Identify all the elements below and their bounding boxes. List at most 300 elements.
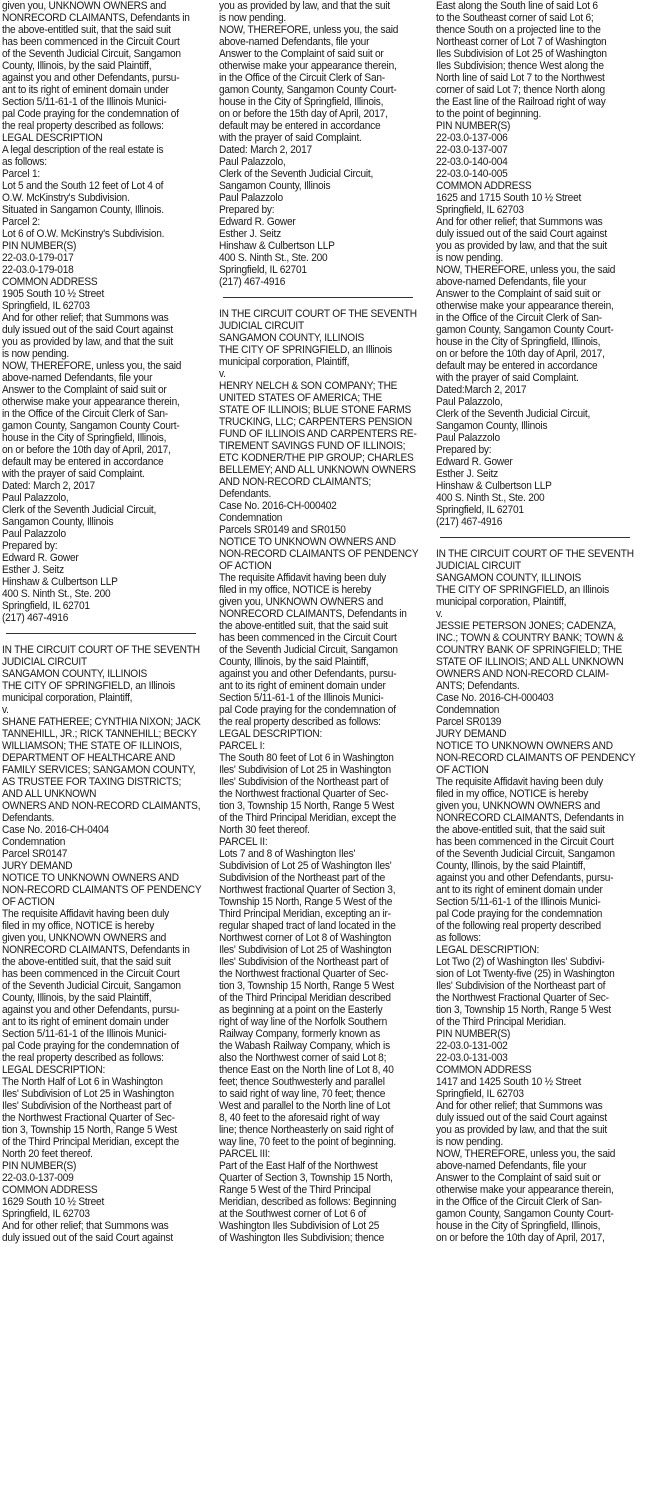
notice-text-line: Springfield, IL 62703 (2, 1208, 90, 1220)
notice-text-line: ant to its right of eminent domain under (2, 1016, 169, 1028)
notice-text-line: given you, UNKNOWN OWNERS and (2, 0, 167, 12)
notice-text-line: house in the City of Springfield, Illinois, (436, 1220, 601, 1232)
notice-text-line: gamon County, Sangamon County Court- (436, 1208, 614, 1220)
notice-text-line: the Northwest fractional Quarter of Sec- (219, 788, 389, 800)
notice-text-line: house in the City of Springfield, Illinois, (2, 432, 167, 444)
notice-text-line: pal Code praying for the condemnation of (2, 1040, 179, 1052)
legal-notice (436, 548, 646, 1244)
notice-text-line: the Northwest Fractional Quarter of Sec- (2, 1112, 175, 1124)
notice-text-line: JURY DEMAND (436, 728, 507, 740)
notice-text-line: Section 5/11-61-1 of the Illinois Munici- (2, 1028, 167, 1040)
notice-text-line: Iles' Subdivision of Lot 25 in Washington (219, 764, 391, 776)
notice-text-line: COMMON ADDRESS (2, 276, 98, 288)
notice-text-line: OF ACTION (2, 896, 55, 908)
notice-text-line: 22-03.0-179-017 (2, 252, 74, 264)
notice-text-line: TRUCKING, LLC; CARPENTERS PENSION (219, 416, 413, 428)
notice-text-line: in the Office of the Circuit Clerk of San- (436, 312, 602, 324)
notice-text-line: filed in my office, NOTICE is hereby (436, 788, 589, 800)
notice-text-line: 400 S. Ninth St., Ste. 200 (2, 588, 111, 600)
notice-text-line: (217) 467-4916 (2, 612, 69, 624)
notice-text-line: NOW, THEREFORE, unless you, the said (436, 1148, 616, 1160)
notice-text-line: IN THE CIRCUIT COURT OF THE SEVENTH (219, 308, 417, 320)
notice-text-line: house in the City of Springfield, Illinois, (219, 96, 384, 108)
notice-text-line: COUNTRY BANK OF SPRINGFIELD; THE (436, 644, 622, 656)
notice-divider (440, 537, 630, 538)
notice-text-line: Hinshaw & Culbertson LLP (2, 576, 118, 588)
notice-text-line: Paul Palazzolo, (436, 396, 503, 408)
notice-text-line: Parcel 2: (2, 216, 40, 228)
notice-text-line: JUDICIAL CIRCUIT (219, 320, 304, 332)
notice-text-line: of the Seventh Judicial Circuit, Sangamon (2, 48, 181, 60)
notice-text-line: North line of said Lot 7 to the Northwest (436, 72, 605, 84)
notice-text-line: West and parallel to the North line of Lot (219, 1100, 391, 1112)
notice-text-line: INC.; TOWN & COUNTRY BANK; TOWN & (436, 632, 624, 644)
notice-text-line: Prepared by: (2, 540, 58, 552)
notice-text-line: thence South on a projected line to the (436, 24, 601, 36)
notice-text-line: Subdivision of the Northeast part of the (219, 872, 386, 884)
notice-text-line: of the Third Principal Meridian described (219, 992, 391, 1004)
notice-text-line: PARCEL II: (219, 836, 268, 848)
notice-text-line: NOW, THEREFORE, unless you, the said (219, 24, 399, 36)
notice-text-line: NOTICE TO UNKNOWN OWNERS AND (2, 872, 179, 884)
notice-text-line: County, Illinois, by the said Plaintiff, (2, 992, 152, 1004)
notice-text-line: Springfield, IL 62703 (436, 1088, 524, 1100)
notice-text-line: Section 5/11-61-1 of the Illinois Munici- (436, 896, 601, 908)
notice-text-line: NON-RECORD CLAIMANTS OF PENDENCY (436, 752, 636, 764)
notice-text-line: you as provided by law, and that the suit (2, 336, 173, 348)
notice-text-line: municipal corporation, Plaintiff, (219, 356, 350, 368)
notice-text-line: HENRY NELCH & SON COMPANY; THE (219, 380, 398, 392)
notice-text-line: AND ALL UNKNOWN (2, 788, 97, 800)
notice-text-line: Paul Palazzolo, (2, 492, 69, 504)
notice-text-line: Iles' Subdivision of Lot 25 in Washington (2, 1088, 174, 1100)
notice-text-line: Iles' Subdivision of Lot 25 of Washington (219, 944, 392, 956)
notice-text-line: PIN NUMBER(S) (2, 1160, 77, 1172)
notice-text-line: PIN NUMBER(S) (2, 240, 77, 252)
notice-text-line: NONRECORD CLAIMANTS, Defendants in (219, 608, 407, 620)
notice-text-line: BELLEMEY; AND ALL UNKNOWN OWNERS (219, 464, 416, 476)
notice-text-line: tion 3, Township 15 North, Range 5 West (436, 1004, 611, 1016)
notice-text-line: JUDICIAL CIRCUIT (436, 560, 521, 572)
notice-text-line: JESSIE PETERSON JONES; CADENZA, (436, 620, 616, 632)
notice-text-line: And for other relief; that Summons was (436, 1100, 603, 1112)
notice-text-line: with the prayer of said Complaint. (219, 132, 362, 144)
notice-text-line: with the prayer of said Complaint. (2, 468, 145, 480)
notice-text-line: has been commenced in the Circuit Court (436, 836, 614, 848)
notice-text-line: gamon County, Sangamon County Court- (2, 420, 180, 432)
notice-text-line: the above-entitled suit, that the said suit (436, 824, 605, 836)
notice-text-line: Answer to the Complaint of said suit or (436, 288, 601, 300)
notice-text-line: the above-entitled suit, that the said suit (2, 956, 171, 968)
notice-text-line: Dated: March 2, 2017 (219, 144, 312, 156)
notice-text-line: Railway Company, formerly known as (219, 1028, 381, 1040)
notice-text-line: Clerk of the Seventh Judicial Circuit, (436, 408, 591, 420)
notice-text-line: NON-RECORD CLAIMANTS OF PENDENCY (2, 884, 202, 896)
notice-text-line: COMMON ADDRESS (436, 180, 532, 192)
notice-text-line: And for other relief; that Summons was (2, 312, 169, 324)
notice-text-line: The South 80 feet of Lot 6 in Washington (219, 752, 394, 764)
notice-text-line: is now pending. (436, 252, 504, 264)
notice-text-line: SANGAMON COUNTY, ILLINOIS (436, 572, 582, 584)
notice-text-line: Prepared by: (436, 444, 492, 456)
notice-text-line: Hinshaw & Culbertson LLP (219, 240, 335, 252)
notice-text-line: sion of Lot Twenty-five (25) in Washington (436, 968, 615, 980)
notice-text-line: Answer to the Complaint of said suit or (219, 48, 384, 60)
notice-text-line: 400 S. Ninth St., Ste. 200 (219, 252, 328, 264)
notice-text-line: ant to its right of eminent domain under (436, 884, 603, 896)
notice-text-line: Paul Palazzolo, (219, 156, 286, 168)
notice-text-line: Part of the East Half of the Northwest (219, 1160, 378, 1172)
notice-text-line: with the prayer of said Complaint. (436, 372, 579, 384)
notice-text-line: the real property described as follows: (219, 716, 381, 728)
notice-text-line: JURY DEMAND (2, 860, 73, 872)
notice-text-line: NONRECORD CLAIMANTS, Defendants in (2, 944, 190, 956)
notice-text-line: PIN NUMBER(S) (436, 120, 511, 132)
notice-text-line: Springfield, IL 62703 (436, 204, 524, 216)
notice-text-line: Dated: March 2, 2017 (2, 480, 95, 492)
notice-text-line: in the Office of the Circuit Clerk of San- (436, 1196, 602, 1208)
notice-text-line: is now pending. (2, 348, 70, 360)
notice-text-line: Sangamon County, Illinois (2, 516, 114, 528)
notice-text-line: otherwise make your appearance therein, (436, 1184, 614, 1196)
notice-text-line: Springfield, IL 62701 (219, 264, 307, 276)
notice-text-line: COMMON ADDRESS (2, 1184, 98, 1196)
notice-text-line: Iles Subdivision; thence West along the (436, 60, 604, 72)
notice-text-line: 22-03.0-131-002 (436, 1040, 508, 1052)
notice-text-line: you as provided by law, and that the suit (219, 0, 390, 12)
notice-text-line: to the Southeast corner of said Lot 6; (436, 12, 594, 24)
notice-text-line: PIN NUMBER(S) (436, 1028, 511, 1040)
notice-text-line: Lot 6 of O.W. McKinstry's Subdivision. (2, 228, 165, 240)
notice-text-line: Iles Subdivision of Lot 25 of Washington (436, 48, 607, 60)
notice-text-line: against you and other Defendants, pursu- (219, 668, 397, 680)
notice-text-line: ant to its right of eminent domain under (219, 680, 386, 692)
notice-text-line: NONRECORD CLAIMANTS, Defendants in (2, 12, 190, 24)
notice-text-line: the Wabash Railway Company, which is (219, 1040, 390, 1052)
legal-notice (219, 0, 431, 288)
notice-text-line: IN THE CIRCUIT COURT OF THE SEVENTH (2, 644, 200, 656)
notice-text-line: Defendants. (219, 488, 272, 500)
notice-text-line: LEGAL DESCRIPTION (2, 132, 103, 144)
notice-divider (223, 297, 413, 298)
notice-text-line: Section 5/11-61-1 of the Illinois Munici- (219, 692, 384, 704)
notice-text-line: Iles' Subdivision of the Northeast part of (436, 980, 606, 992)
notice-text-line: TIREMENT SAVINGS FUND OF ILLINOIS; (219, 440, 406, 452)
notice-text-line: the Northwest Fractional Quarter of Sec- (436, 992, 609, 1004)
column-1 (2, 0, 214, 1507)
notice-text-line: Condemnation (2, 836, 66, 848)
notice-text-line: of the Third Principal Meridian. (436, 1016, 566, 1028)
notice-text-line: Case No. 2016-CH-000403 (436, 692, 554, 704)
notice-text-line: duly issued out of the said Court against (2, 324, 173, 336)
notice-text-line: Sangamon County, Illinois (219, 180, 331, 192)
notice-text-line: v. (436, 608, 443, 620)
notice-text-line: Esther J. Seitz (436, 468, 498, 480)
notice-text-line: 1629 South 10 ½ Street (2, 1196, 105, 1208)
notice-text-line: Iles' Subdivision of the Northeast part of (219, 776, 389, 788)
notice-text-line: 22-03.0-140-004 (436, 156, 508, 168)
notice-text-line: as beginning at a point on the Easterly (219, 1004, 383, 1016)
notice-text-line: Springfield, IL 62701 (2, 600, 90, 612)
notice-text-line: Answer to the Complaint of said suit or (2, 384, 167, 396)
notice-text-line: THE CITY OF SPRINGFIELD, an Illinois (219, 344, 392, 356)
notice-text-line: Third Principal Meridian, excepting an ir- (219, 908, 391, 920)
notice-text-line: 8, 40 feet to the aforesaid right of way (219, 1112, 380, 1124)
notice-text-line: WILLIAMSON; THE STATE OF ILLINOIS, (2, 740, 182, 752)
notice-text-line: filed in my office, NOTICE is hereby (2, 920, 155, 932)
notice-text-line: NONRECORD CLAIMANTS, Defendants in (436, 812, 624, 824)
notice-text-line: Clerk of the Seventh Judicial Circuit, (219, 168, 374, 180)
notice-text-line: (217) 467-4916 (219, 276, 286, 288)
notice-text-line: STATE OF ILLINOIS; AND ALL UNKNOWN (436, 656, 624, 668)
notice-text-line: NOTICE TO UNKNOWN OWNERS AND (436, 740, 613, 752)
notice-text-line: as follows: (436, 932, 481, 944)
notice-text-line: above-named Defendants, file your (219, 36, 370, 48)
notice-text-line: default may be entered in accordance (436, 360, 598, 372)
notice-text-line: The requisite Affidavit having been duly (219, 572, 387, 584)
notice-text-line: Case No. 2016-CH-000402 (219, 500, 337, 512)
notice-text-line: is now pending. (436, 1136, 504, 1148)
notice-text-line: on or before the 10th day of April, 2017, (436, 348, 605, 360)
notice-text-line: UNITED STATES OF AMERICA; THE (219, 392, 382, 404)
notice-text-line: ant to its right of eminent domain under (2, 84, 169, 96)
notice-text-line: has been commenced in the Circuit Court (219, 632, 397, 644)
notice-text-line: 22-03.0-137-007 (436, 144, 508, 156)
notice-text-line: 400 S. Ninth St., Ste. 200 (436, 492, 545, 504)
notice-text-line: IN THE CIRCUIT COURT OF THE SEVENTH (436, 548, 634, 560)
notice-text-line: Parcels SR0149 and SR0150 (219, 524, 346, 536)
notice-text-line: the East line of the Railroad right of way (436, 96, 606, 108)
notice-text-line: Paul Palazzolo (219, 192, 283, 204)
notice-text-line: East along the South line of said Lot 6 (436, 0, 598, 12)
notice-text-line: against you and other Defendants, pursu- (2, 72, 180, 84)
notice-text-line: Parcel SR0139 (436, 716, 502, 728)
notice-text-line: Township 15 North, Range 5 West of the (219, 896, 393, 908)
notice-text-line: PARCEL III: (219, 1148, 270, 1160)
notice-text-line: of the following real property described (436, 920, 601, 932)
notice-text-line: tion 3, Township 15 North, Range 5 West (2, 1124, 177, 1136)
notice-text-line: AS TRUSTEE FOR TAXING DISTRICTS; (2, 776, 182, 788)
notice-text-line: The requisite Affidavit having been duly (2, 908, 170, 920)
notice-text-line: Parcel 1: (2, 168, 40, 180)
column-2 (219, 0, 431, 1507)
notice-text-line: of the Seventh Judicial Circuit, Sangamon (219, 644, 398, 656)
notice-text-line: County, Illinois, by the said Plaintiff, (219, 656, 369, 668)
notice-text-line: PARCEL I: (219, 740, 265, 752)
notice-text-line: LEGAL DESCRIPTION: (436, 944, 540, 956)
notice-text-line: way line, 70 feet to the point of beginning. (219, 1136, 396, 1148)
notice-text-line: the real property described as follows: (2, 120, 164, 132)
notice-text-line: Paul Palazzolo (436, 432, 500, 444)
notice-text-line: Case No. 2016-CH-0404 (2, 824, 109, 836)
notice-text-line: default may be entered in accordance (2, 456, 164, 468)
notice-text-line: Hinshaw & Culbertson LLP (436, 480, 552, 492)
notice-text-line: at the Southwest corner of Lot 6 of (219, 1208, 366, 1220)
notice-text-line: Dated:March 2, 2017 (436, 384, 527, 396)
notice-text-line: 22-03.0-140-005 (436, 168, 508, 180)
notice-text-line: LEGAL DESCRIPTION: (219, 728, 323, 740)
notice-text-line: pal Code praying for the condemnation of (2, 108, 179, 120)
notice-text-line: OF ACTION (436, 764, 489, 776)
notice-text-line: Edward R. Gower (436, 456, 513, 468)
notice-text-line: duly issued out of the said Court against (436, 1112, 607, 1124)
notice-text-line: SHANE FATHEREE; CYNTHIA NIXON; JACK (2, 716, 201, 728)
notice-text-line: County, Illinois, by the said Plaintiff, (436, 860, 586, 872)
notice-text-line: Northwest fractional Quarter of Section 3, (219, 884, 396, 896)
column-3 (436, 0, 646, 1507)
notice-text-line: the above-entitled suit, that the said suit (2, 24, 171, 36)
notice-text-line: line; thence Northeasterly on said right of (219, 1124, 394, 1136)
notice-text-line: LEGAL DESCRIPTION: (2, 1064, 106, 1076)
notice-text-line: of the Seventh Judicial Circuit, Sangamon (2, 980, 181, 992)
notice-text-line: above-named Defendants, file your (436, 276, 587, 288)
notice-text-line: OWNERS AND NON-RECORD CLAIMANTS, (2, 800, 201, 812)
notice-text-line: given you, UNKNOWN OWNERS and (2, 932, 167, 944)
notice-text-line: JUDICIAL CIRCUIT (2, 656, 87, 668)
notice-text-line: also the Northwest corner of said Lot 8; (219, 1052, 387, 1064)
notice-text-line: of Washington Iles Subdivision; thence (219, 1232, 385, 1244)
notice-text-line: regular shaped tract of land located in the (219, 920, 396, 932)
notice-text-line: Washington Iles Subdivision of Lot 25 (219, 1220, 380, 1232)
notice-text-line: (217) 467-4916 (436, 516, 503, 528)
notice-text-line: the Northwest fractional Quarter of Sec- (219, 968, 389, 980)
notice-text-line: has been commenced in the Circuit Court (2, 968, 180, 980)
notice-text-line: otherwise make your appearance therein, (219, 60, 397, 72)
notice-text-line: Section 5/11-61-1 of the Illinois Munici- (2, 96, 167, 108)
notice-text-line: Clerk of the Seventh Judicial Circuit, (2, 504, 157, 516)
notice-text-line: COMMON ADDRESS (436, 1064, 532, 1076)
notice-text-line: has been commenced in the Circuit Court (2, 36, 180, 48)
notice-text-line: pal Code praying for the condemnation of (219, 704, 396, 716)
notice-text-line: is now pending. (219, 12, 287, 24)
notice-text-line: house in the City of Springfield, Illinois, (436, 336, 601, 348)
notice-text-line: Defendants. (2, 812, 55, 824)
notice-text-line: Edward R. Gower (219, 216, 296, 228)
notice-text-line: feet; thence Southwesterly and parallel (219, 1076, 385, 1088)
notice-text-line: OF ACTION (219, 560, 272, 572)
notice-text-line: FUND OF ILLINOIS AND CARPENTERS RE- (219, 428, 417, 440)
notice-text-line: on or before the 10th day of April, 2017, (436, 1232, 605, 1244)
notice-text-line: THE CITY OF SPRINGFIELD, an Illinois (2, 680, 175, 692)
notice-text-line: Prepared by: (219, 204, 275, 216)
notice-text-line: Sangamon County, Illinois (436, 420, 548, 432)
notice-text-line: municipal corporation, Plaintiff, (2, 692, 133, 704)
notice-text-line: v. (219, 368, 226, 380)
notice-text-line: given you, UNKNOWN OWNERS and (219, 596, 384, 608)
notice-text-line: Esther J. Seitz (219, 228, 281, 240)
notice-text-line: TANNEHILL, JR.; RICK TANNEHILL; BECKY (2, 728, 197, 740)
notice-text-line: in the Office of the Circuit Clerk of San- (2, 408, 168, 420)
notice-text-line: right of way line of the Norfolk Southern (219, 1016, 388, 1028)
notice-divider (6, 633, 196, 634)
notice-text-line: Answer to the Complaint of said suit or (436, 1172, 601, 1184)
notice-text-line: Northwest corner of Lot 8 of Washington (219, 932, 392, 944)
notice-text-line: you as provided by law, and that the suit (436, 240, 607, 252)
notice-text-line: Range 5 West of the Third Principal (219, 1184, 371, 1196)
notice-text-line: thence East on the North line of Lot 8, 40 (219, 1064, 394, 1076)
notice-text-line: 22-03.0-137-006 (436, 132, 508, 144)
notice-text-line: Situated in Sangamon County, Illinois. (2, 204, 164, 216)
notice-text-line: against you and other Defendants, pursu- (2, 1004, 180, 1016)
notice-text-line: duly issued out of the said Court against (2, 1232, 173, 1244)
notice-text-line: Parcel SR0147 (2, 848, 68, 860)
notice-text-line: v. (2, 704, 9, 716)
notice-text-line: filed in my office, NOTICE is hereby (219, 584, 372, 596)
notice-text-line: County, Illinois, by the said Plaintiff, (2, 60, 152, 72)
notice-text-line: Northeast corner of Lot 7 of Washington (436, 36, 607, 48)
notice-text-line: above-named Defendants, file your (2, 372, 153, 384)
notice-text-line: against you and other Defendants, pursu- (436, 872, 614, 884)
notice-text-line: And for other relief; that Summons was (2, 1220, 169, 1232)
notice-text-line: 1417 and 1425 South 10 ½ Street (436, 1076, 582, 1088)
notice-text-line: O.W. McKinstry's Subdivision. (2, 192, 130, 204)
notice-text-line: NOW, THEREFORE, unless you, the said (436, 264, 616, 276)
legal-notice (2, 0, 214, 624)
notice-text-line: NON-RECORD CLAIMANTS OF PENDENCY (219, 548, 419, 560)
notice-text-line: Lots 7 and 8 of Washington Iles' (219, 848, 356, 860)
notice-text-line: Condemnation (219, 512, 283, 524)
notice-text-line: 22-03.0-179-018 (2, 264, 74, 276)
notice-text-line: NOW, THEREFORE, unless you, the said (2, 360, 182, 372)
notice-text-line: Iles' Subdivision of the Northeast part of (2, 1100, 172, 1112)
notice-text-line: gamon County, Sangamon County Court- (436, 324, 614, 336)
notice-text-line: Lot Two (2) of Washington Iles' Subdivi- (436, 956, 605, 968)
notice-text-line: Lot 5 and the South 12 feet of Lot 4 of (2, 180, 164, 192)
notice-text-line: of the Third Principal Meridian, except the (2, 1136, 179, 1148)
notice-text-line: 1625 and 1715 South 10 ½ Street (436, 192, 582, 204)
notice-text-line: A legal description of the real estate is (2, 144, 164, 156)
notice-text-line: Edward R. Gower (2, 552, 79, 564)
notice-text-line: gamon County, Sangamon County Court- (219, 84, 397, 96)
notice-text-line: of the Third Principal Meridian, except the (219, 812, 396, 824)
notice-text-line: to the point of beginning. (436, 108, 542, 120)
notice-text-line: ETC KODNER/THE PIP GROUP; CHARLES (219, 452, 414, 464)
notice-text-line: SANGAMON COUNTY, ILLINOIS (2, 668, 148, 680)
notice-text-line: to said right of way line, 70 feet; thence (219, 1088, 386, 1100)
notice-text-line: 22-03.0-131-003 (436, 1052, 508, 1064)
notice-text-line: on or before the 10th day of April, 2017, (2, 444, 171, 456)
notice-text-line: Subdivision of Lot 25 of Washington Iles' (219, 860, 392, 872)
notice-text-line: FAMILY SERVICES; SANGAMON COUNTY, (2, 764, 196, 776)
notice-text-line: Paul Palazzolo (2, 528, 66, 540)
notice-text-line: municipal corporation, Plaintiff, (436, 596, 567, 608)
notice-text-line: on or before the 15th day of April, 2017, (219, 108, 388, 120)
notice-text-line: AND NON-RECORD CLAIMANTS; (219, 476, 372, 488)
notice-text-line: Iles' Subdivision of the Northeast part of (219, 956, 389, 968)
notice-text-line: Condemnation (436, 704, 500, 716)
notice-text-line: otherwise make your appearance therein, (436, 300, 614, 312)
notice-text-line: 1905 South 10 ½ Street (2, 288, 105, 300)
notice-text-line: as follows: (2, 156, 47, 168)
notice-text-line: default may be entered in accordance (219, 120, 381, 132)
notice-text-line: the real property described as follows: (2, 1052, 164, 1064)
notice-text-line: STATE OF ILLINOIS; BLUE STONE FARMS (219, 404, 411, 416)
notice-text-line: tion 3, Township 15 North, Range 5 West (219, 800, 394, 812)
notice-text-line: DEPARTMENT OF HEALTHCARE AND (2, 752, 176, 764)
notice-text-line: SANGAMON COUNTY, ILLINOIS (219, 332, 365, 344)
notice-text-line: in the Office of the Circuit Clerk of San- (219, 72, 385, 84)
notice-text-line: corner of said Lot 7; thence North along (436, 84, 605, 96)
notice-text-line: NOTICE TO UNKNOWN OWNERS AND (219, 536, 396, 548)
notice-text-line: Esther J. Seitz (2, 564, 64, 576)
notice-text-line: ANTS; Defendants. (436, 680, 520, 692)
notice-text-line: North 20 feet thereof. (2, 1148, 93, 1160)
notice-text-line: the above-entitled suit, that the said suit (219, 620, 388, 632)
notice-text-line: OWNERS AND NON-RECORD CLAIM- (436, 668, 609, 680)
legal-notice (2, 644, 214, 1244)
notice-text-line: THE CITY OF SPRINGFIELD, an Illinois (436, 584, 609, 596)
notice-text-line: The requisite Affidavit having been duly (436, 776, 604, 788)
